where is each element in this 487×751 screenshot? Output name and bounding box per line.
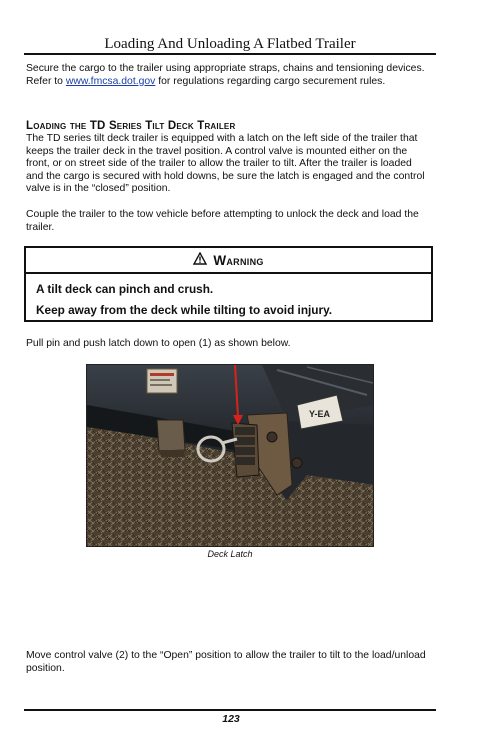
deck-latch-photo	[86, 364, 374, 547]
control-valve-instruction: Move control valve (2) to the “Open” position to allow the trailer to tilt to the load/unload position.	[26, 650, 426, 674]
decal-text: Y-EA	[309, 409, 331, 419]
couple-paragraph: Couple the trailer to the tow vehicle before attempting to unlock the deck and load the trailer.	[26, 209, 419, 233]
warning-box	[24, 246, 433, 322]
section-body-paragraph: The TD series tilt deck trailer is equipped with a latch on the left side of the trailer that keeps the trailer deck in the travel position. A control valve is mounted either on the front, or on street side of the trailer to allow the trailer to tilt. After the trailer is loaded and the cargo is secured with hold downs, be sure the latch is engaged and the control valve is in the “closed” position.	[26, 133, 425, 195]
fmcsa-link[interactable]: www.fmcsa.dot.gov	[65, 75, 156, 87]
warning-triangle-icon	[193, 252, 207, 268]
section-heading: Loading the TD Series Tilt Deck Trailer	[26, 120, 236, 132]
intro-text-before: Secure the cargo to the trailer using appropriate straps, chains and tensioning devices. Refer to	[26, 63, 425, 87]
pull-pin-instruction: Pull pin and push latch down to open (1) as shown below.	[26, 338, 291, 349]
deck-latch-illustration	[87, 365, 374, 547]
warning-title: Warning	[213, 252, 264, 268]
page-number: 123	[222, 713, 240, 725]
warning-header	[26, 248, 431, 274]
header-rule	[24, 53, 436, 55]
footer-rule	[24, 709, 436, 711]
figure-caption: Deck Latch	[207, 549, 253, 559]
warning-line-2: Keep away from the deck while tilting to avoid injury.	[36, 303, 333, 317]
warning-line-1: A tilt deck can pinch and crush.	[36, 282, 214, 296]
intro-text-after: for regulations regarding cargo securement rules.	[155, 75, 386, 87]
page-header-title: Loading And Unloading A Flatbed Trailer	[104, 36, 356, 52]
intro-paragraph	[26, 63, 432, 88]
